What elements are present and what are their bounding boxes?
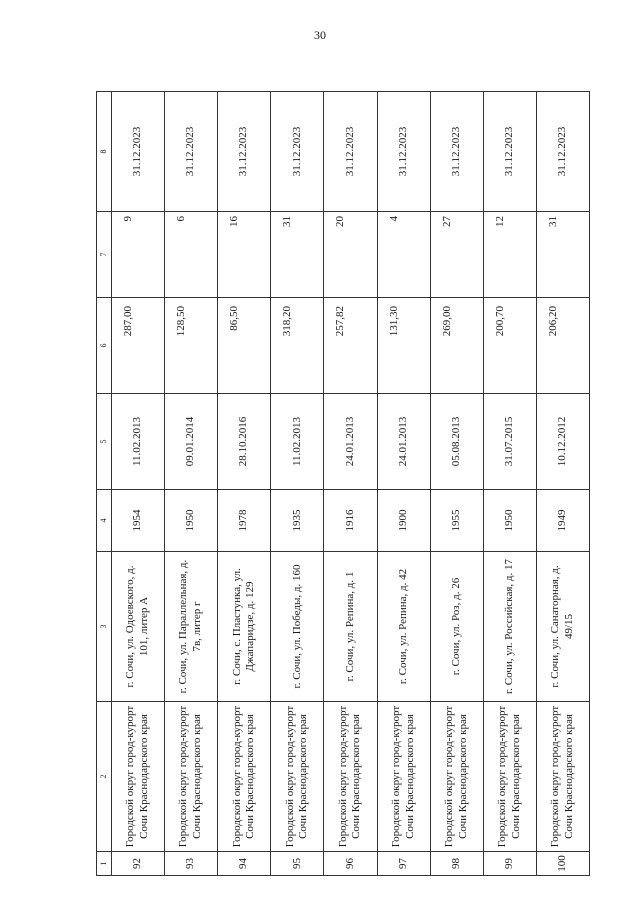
municipality-cell: Городской округ город-курорт Сочи Краснодарского края [218, 702, 271, 852]
date-cell: 09.01.2014 [165, 394, 218, 490]
address-cell: г. Сочи, ул. Репина, д. 1 [324, 552, 377, 702]
column-header-5: 5 [97, 394, 112, 490]
table-row [377, 92, 430, 876]
table-row [271, 92, 324, 876]
address-cell: г. Сочи, ул. Российская, д. 17 [483, 552, 536, 702]
count-cell: 6 [165, 212, 218, 298]
area-cell: 131,30 [377, 298, 430, 394]
area-cell: 86,50 [218, 298, 271, 394]
deadline-cell: 31.12.2023 [430, 92, 483, 212]
table-row [324, 92, 377, 876]
count-cell: 16 [218, 212, 271, 298]
table-row [483, 92, 536, 876]
rotated-table-frame [96, 92, 590, 876]
row-number-cell: 97 [377, 852, 430, 876]
municipality-cell: Городской округ город-курорт Сочи Краснодарского края [483, 702, 536, 852]
area-cell: 287,00 [112, 298, 165, 394]
date-cell: 28.10.2016 [218, 394, 271, 490]
area-cell: 206,20 [536, 298, 589, 394]
table-row [165, 92, 218, 876]
area-cell: 257,82 [324, 298, 377, 394]
deadline-cell: 31.12.2023 [536, 92, 589, 212]
address-cell: г. Сочи, ул. Одоевского, д. 101, литер А [112, 552, 165, 702]
municipality-cell: Городской округ город-курорт Сочи Краснодарского края [430, 702, 483, 852]
row-number-cell: 98 [430, 852, 483, 876]
area-cell: 200,70 [483, 298, 536, 394]
date-cell: 10.12.2012 [536, 394, 589, 490]
deadline-cell: 31.12.2023 [271, 92, 324, 212]
municipality-cell: Городской округ город-курорт Сочи Краснодарского края [324, 702, 377, 852]
row-number-cell: 93 [165, 852, 218, 876]
column-header-1: 1 [97, 852, 112, 876]
year-cell: 1935 [271, 490, 324, 552]
address-cell: г. Сочи, ул. Роз, д. 26 [430, 552, 483, 702]
year-cell: 1954 [112, 490, 165, 552]
column-header-2: 2 [97, 702, 112, 852]
table-row [218, 92, 271, 876]
address-cell: г. Сочи, ул. Победы, д. 160 [271, 552, 324, 702]
table-row [536, 92, 589, 876]
area-cell: 128,50 [165, 298, 218, 394]
column-header-7: 7 [97, 212, 112, 298]
deadline-cell: 31.12.2023 [483, 92, 536, 212]
count-cell: 31 [536, 212, 589, 298]
page-number: 30 [314, 28, 326, 42]
count-cell: 20 [324, 212, 377, 298]
count-cell: 12 [483, 212, 536, 298]
count-cell: 4 [377, 212, 430, 298]
count-cell: 31 [271, 212, 324, 298]
column-header-6: 6 [97, 298, 112, 394]
year-cell: 1950 [165, 490, 218, 552]
row-number-cell: 92 [112, 852, 165, 876]
header-row [97, 92, 112, 876]
municipality-cell: Городской округ город-курорт Сочи Краснодарского края [271, 702, 324, 852]
date-cell: 24.01.2013 [324, 394, 377, 490]
year-cell: 1949 [536, 490, 589, 552]
year-cell: 1955 [430, 490, 483, 552]
municipality-cell: Городской округ город-курорт Сочи Краснодарского края [165, 702, 218, 852]
address-cell: г. Сочи, с. Пластунка, ул. Джапаридзе, д. 129 [218, 552, 271, 702]
municipality-cell: Городской округ город-курорт Сочи Краснодарского края [536, 702, 589, 852]
table-row [430, 92, 483, 876]
date-cell: 31.07.2015 [483, 394, 536, 490]
date-cell: 11.02.2013 [271, 394, 324, 490]
table-row [112, 92, 165, 876]
year-cell: 1978 [218, 490, 271, 552]
row-number-cell: 99 [483, 852, 536, 876]
date-cell: 11.02.2013 [112, 394, 165, 490]
housing-table [96, 91, 590, 876]
address-cell: г. Сочи, ул. Санаторная, д. 49/15 [536, 552, 589, 702]
deadline-cell: 31.12.2023 [324, 92, 377, 212]
year-cell: 1900 [377, 490, 430, 552]
year-cell: 1916 [324, 490, 377, 552]
column-header-4: 4 [97, 490, 112, 552]
date-cell: 05.08.2013 [430, 394, 483, 490]
column-header-3: 3 [97, 552, 112, 702]
count-cell: 27 [430, 212, 483, 298]
row-number-cell: 96 [324, 852, 377, 876]
deadline-cell: 31.12.2023 [165, 92, 218, 212]
year-cell: 1950 [483, 490, 536, 552]
row-number-cell: 94 [218, 852, 271, 876]
count-cell: 9 [112, 212, 165, 298]
row-number-cell: 100 [536, 852, 589, 876]
address-cell: г. Сочи, ул. Репина, д. 42 [377, 552, 430, 702]
date-cell: 24.01.2013 [377, 394, 430, 490]
row-number-cell: 95 [271, 852, 324, 876]
deadline-cell: 31.12.2023 [218, 92, 271, 212]
area-cell: 269,00 [430, 298, 483, 394]
area-cell: 318,20 [271, 298, 324, 394]
column-header-8: 8 [97, 92, 112, 212]
address-cell: г. Сочи, ул. Параллельная, д. 7в, литер г [165, 552, 218, 702]
municipality-cell: Городской округ город-курорт Сочи Краснодарского края [377, 702, 430, 852]
deadline-cell: 31.12.2023 [377, 92, 430, 212]
deadline-cell: 31.12.2023 [112, 92, 165, 212]
municipality-cell: Городской округ город-курорт Сочи Краснодарского края [112, 702, 165, 852]
